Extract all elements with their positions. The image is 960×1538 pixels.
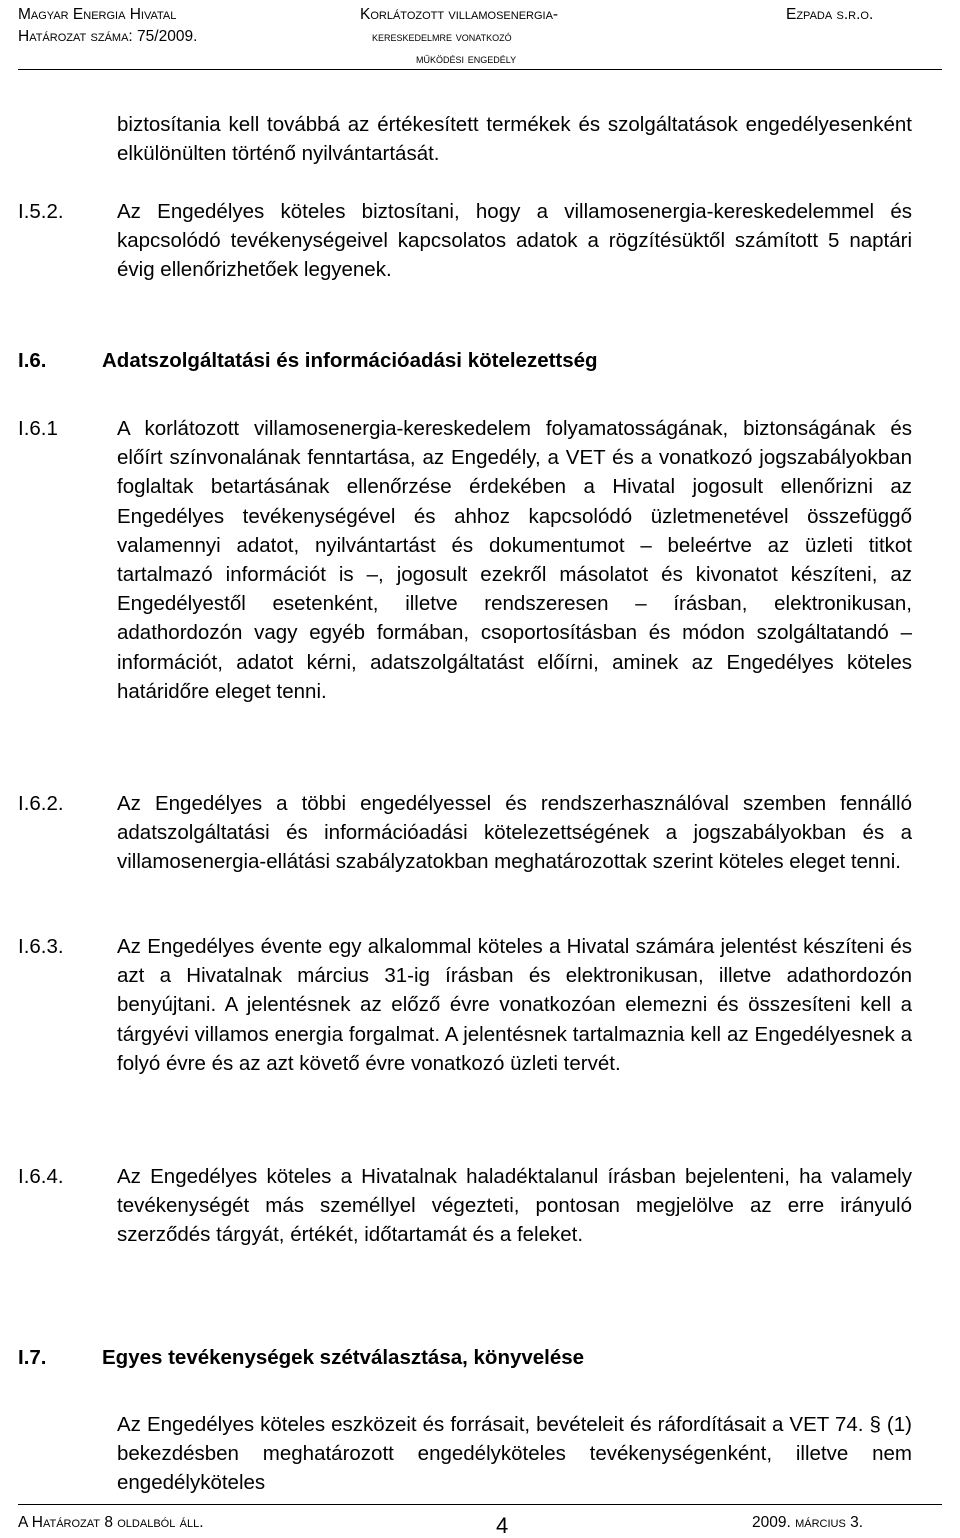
header-left xyxy=(18,4,197,48)
section-number-i-6-4: I.6.4. xyxy=(18,1165,64,1188)
header-authority: Magyar Energia Hivatal xyxy=(18,6,177,23)
footer-date: 2009. március 3. xyxy=(752,1514,864,1531)
header-divider xyxy=(18,69,942,70)
header-title xyxy=(360,4,706,70)
section-text-i-6-3: Az Engedélyes évente egy alkalommal köteles a Hivatal számára jelentést készíteni és azt a Hivatalnak március 31-ig írásban és elektronikusan, illetve adathordozón benyújtani. A jelentésnek az előző évre vonatkozóan elemezni és összesíteni kell a tárgyévi villamos energia forgalmat. A jelentésnek tartalmaznia kell az Engedélyesnek a folyó évre és az azt követő évre vonatkozó üzleti tervét. xyxy=(117,935,912,1075)
continuation-paragraph: biztosítania kell továbbá az értékesített termékek és szolgáltatások engedélyesenként elkülönülten történő nyilvántartását. xyxy=(117,113,912,166)
header-decision-number: Határozat száma: 75/2009. xyxy=(18,28,198,45)
section-text-i-6-2: Az Engedélyes a többi engedélyessel és rendszerhasználóval szemben fennálló adatszolgáltatási és információadási kötelezettségének a jogszabályokban és a villamosenergia-ellátási szabályzatokban meghatározottak szerint köteles eleget tenni. xyxy=(117,792,912,874)
header-company: Ezpada s.r.o. xyxy=(786,6,874,23)
section-text-i-6-1: A korlátozott villamosenergia-kereskedelem folyamatosságának, biztonságának és előírt színvonalának fenntartása, az Engedély, a VET és a vonatkozó jogszabályokban foglaltak betartásának ellenőrzése érdekében a Hivatal jogosult ellenőrizni az Engedélyes tevékenységével és ahhoz kapcsolódó üzletmenetével összefüggő valamennyi adatot, nyilvántartást és dokumentumot – beleértve az üzleti titkot tartalmazó információt is –, jogosult ezekről másolatot és kivonatot készíteni, az Engedélyestől esetenként, illetve rendszeresen – írásban, elektronikusan, adathordozón vagy egyéb formában, csoportosításban és módon szolgáltatandó – információt, adatot kérni, adatszolgáltatást előírni, aminek az Engedélyes köteles határidőre eleget tenni. xyxy=(117,417,912,703)
section-number-i-6-1: I.6.1 xyxy=(18,417,58,440)
footer-divider xyxy=(18,1504,942,1505)
section-number-i-7: I.7. xyxy=(18,1346,47,1369)
section-text-i-6-4: Az Engedélyes köteles a Hivatalnak haladéktalanul írásban bejelenteni, ha valamely tevékenységét más személlyel végezteti, pontosan megjelölve az erre irányuló szerződés tárgyát, értékét, időtartamát és a feleket. xyxy=(117,1165,912,1247)
section-heading-i-7: Egyes tevékenységek szétválasztása, könyvelése xyxy=(102,1346,585,1369)
section-number-i-6-3: I.6.3. xyxy=(18,935,64,958)
footer-page-number: 4 xyxy=(496,1513,509,1538)
section-heading-i-6: Adatszolgáltatási és információadási kötelezettség xyxy=(102,349,598,372)
footer-page-count: A Határozat 8 oldalból áll. xyxy=(18,1514,204,1531)
header-title-line3: működési engedély xyxy=(416,51,517,66)
section-text-i-5-2: Az Engedélyes köteles biztosítani, hogy a villamosenergia-kereskedelemmel és kapcsolódó tevékenységeivel kapcsolatos adatok a rögzítésüktől számított 5 naptári évig ellenőrizhetőek legyenek. xyxy=(117,200,912,282)
section-text-i-7: Az Engedélyes köteles eszközeit és forrásait, bevételeit és ráfordításait a VET 74. § (1) bekezdésben meghatározott engedélyköteles tevékenységenként, illetve nem engedélyköteles xyxy=(117,1413,912,1495)
header-title-line1: Korlátozott villamosenergia- xyxy=(360,6,559,23)
section-number-i-6: I.6. xyxy=(18,349,47,372)
section-number-i-6-2: I.6.2. xyxy=(18,792,64,815)
page-header xyxy=(18,0,942,70)
header-title-line2: kereskedelmre vonatkozó xyxy=(372,29,512,44)
section-number-i-5-2: I.5.2. xyxy=(18,200,64,223)
